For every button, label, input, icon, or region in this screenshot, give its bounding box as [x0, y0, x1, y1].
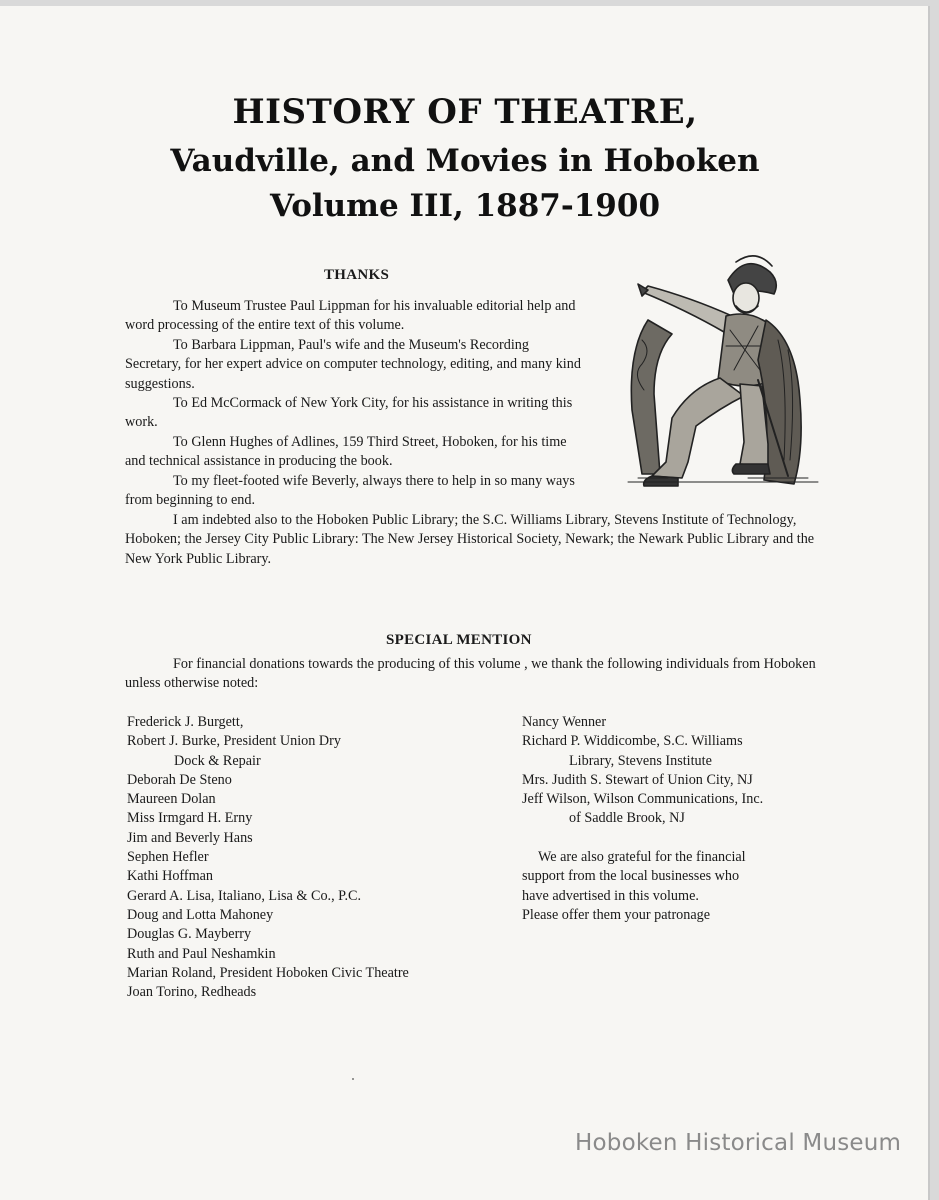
- donor-name: Douglas G. Mayberry: [127, 926, 252, 943]
- donor-name: Nancy Wenner: [522, 714, 607, 730]
- grateful-line: have advertised in this volume.: [522, 887, 699, 904]
- donor-list-right: [522, 713, 763, 829]
- donor-name: Joan Torino, Redheads: [127, 984, 257, 1001]
- donor-name: Ruth and Paul Neshamkin: [127, 945, 276, 962]
- donor-name: Marian Roland, President Hoboken Civic Theatre: [127, 964, 409, 981]
- donor-name: Jeff Wilson, Wilson Communications, Inc.: [522, 791, 764, 808]
- grateful-note: [522, 848, 746, 925]
- donor-name-continuation: Library, Stevens Institute: [569, 752, 712, 769]
- thanks-paragraph: [125, 472, 585, 511]
- special-mention-intro: [125, 655, 820, 694]
- donor-name: Sephen Hefler: [127, 849, 209, 866]
- donor-name: Miss Irmgard H. Erny: [127, 810, 253, 827]
- donor-name-continuation: of Saddle Brook, NJ: [569, 810, 685, 827]
- donor-name: Mrs. Judith S. Stewart of Union City, NJ: [522, 771, 753, 788]
- title-line-2: Vaudville, and Movies in Hoboken: [170, 143, 760, 179]
- museum-watermark: Hoboken Historical Museum: [575, 1130, 902, 1156]
- donor-name: Kathi Hoffman: [127, 868, 214, 885]
- donor-name: Deborah De Steno: [127, 771, 232, 788]
- thanks-paragraph: [125, 336, 585, 394]
- thanks-text: To Barbara Lippman, Paul's wife and the Museum's Recording Secretary, for her expert advice on computer technology, editing, and many kind suggestions.: [125, 337, 581, 392]
- donor-name-continuation: Dock & Repair: [174, 752, 261, 769]
- title-line-1: HISTORY OF THEATRE,: [232, 92, 698, 132]
- thanks-text: To Museum Trustee Paul Lippman for his invaluable editorial help and word processing of the entire text of this volume.: [125, 298, 576, 334]
- donor-name: Jim and Beverly Hans: [127, 829, 253, 846]
- thanks-text: To my fleet-footed wife Beverly, always there to help in so many ways from beginning to end.: [125, 473, 575, 509]
- document-page: [0, 6, 930, 1200]
- donor-name: Robert J. Burke, President Union Dry: [127, 733, 341, 750]
- grateful-line: support from the local businesses who: [522, 868, 740, 885]
- thanks-text: To Glenn Hughes of Adlines, 159 Third Street, Hoboken, for his time and technical assistance in producing the book.: [125, 434, 567, 470]
- title-line-3: Volume III, 1887-1900: [269, 188, 661, 224]
- special-mention-intro-text: For financial donations towards the producing of this volume , we thank the following individuals from Hoboken unless otherwise noted:: [125, 656, 816, 692]
- donor-name: Gerard A. Lisa, Italiano, Lisa & Co., P.C.: [127, 887, 362, 904]
- donor-list-left: [127, 713, 409, 1002]
- thanks-paragraph: [125, 297, 585, 336]
- thanks-heading: THANKS: [324, 267, 390, 283]
- thanks-text: I am indebted also to the Hoboken Public Library; the S.C. Williams Library, Stevens Institute of Technology, Hoboken; the Jersey City Public Library: The New Jersey Historical Society, Newark; the Newark Public Library and the New York Public Library.: [125, 512, 815, 567]
- donor-name: Frederick J. Burgett,: [127, 714, 244, 730]
- special-mention-heading: SPECIAL MENTION: [386, 632, 532, 648]
- thanks-paragraph: [125, 433, 585, 472]
- donor-name: Maureen Dolan: [127, 791, 216, 808]
- donor-name: Doug and Lotta Mahoney: [127, 906, 274, 923]
- grateful-line: Please offer them your patronage: [522, 906, 711, 923]
- donor-name: Richard P. Widdicombe, S.C. Williams: [522, 733, 743, 750]
- paper-speck: [352, 1078, 354, 1080]
- cavalier-engraving-icon: [608, 250, 823, 490]
- thanks-paragraph: [125, 511, 820, 569]
- thanks-text: To Ed McCormack of New York City, for his assistance in writing this work.: [125, 395, 573, 431]
- grateful-line: We are also grateful for the financial: [538, 849, 746, 865]
- thanks-paragraph: [125, 394, 585, 433]
